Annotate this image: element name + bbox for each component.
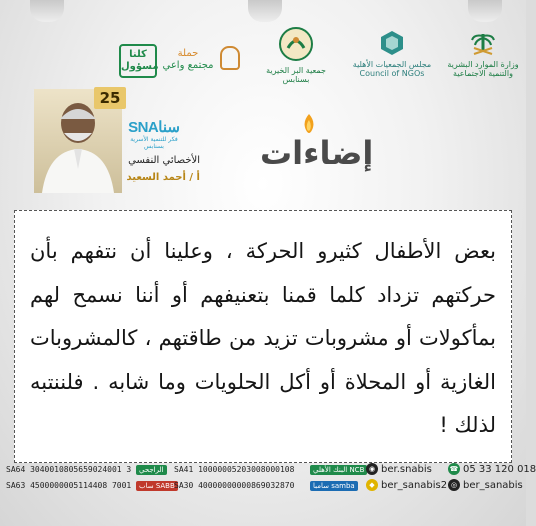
kulna-logo bbox=[119, 44, 157, 78]
speaker-name: أ / أحمد السعيد bbox=[126, 172, 200, 183]
bank-logo: الراجحي bbox=[136, 465, 167, 475]
sna-logo-text: SNAسنا bbox=[128, 119, 180, 136]
speaker-title: الأخصائي النفسي bbox=[128, 155, 200, 166]
bank-account-line: SA63 4500000005114408 7001 bbox=[6, 481, 132, 490]
sna-logo bbox=[122, 118, 186, 152]
ceiling-lamp bbox=[30, 0, 64, 22]
albir-logo bbox=[258, 26, 334, 84]
social-handle[interactable] bbox=[448, 463, 536, 475]
series-title: إضاءات bbox=[260, 134, 374, 172]
instagram-icon: ◎ bbox=[448, 479, 460, 491]
quote-text: بعض الأطفال كثيرو الحركة ، وعلينا أن نتفهم بأن حركتهم تزداد كلما قمنا بتعنيفهم أو أننا نسمح لهم بمأكولات أو مشروبات تزيد من طاقتهم ، كالمشروبات الغازية أو المحلاة أو أكل الحلويات وما شابه . فلننتبه لذلك ! bbox=[30, 239, 496, 437]
bank-logo: البنك الأهلي NCB bbox=[310, 465, 367, 475]
hrsd-caption: وزارة الموارد البشرية والتنمية الاجتماعية bbox=[447, 60, 519, 78]
campaign-block bbox=[160, 48, 216, 72]
footer bbox=[0, 459, 536, 526]
handle-text: ber_sanabis bbox=[463, 480, 523, 491]
handle-text: ber_sanabis2 bbox=[381, 480, 448, 491]
ngo-council-logo bbox=[352, 30, 432, 78]
bank-logo: ساب SABB bbox=[136, 481, 178, 491]
phone-icon: ☎ bbox=[449, 465, 459, 473]
bank-account-line: SA41 10000005203008000108 bbox=[174, 465, 295, 474]
handle-text: ber.snabis bbox=[381, 464, 432, 475]
ceiling-lamp bbox=[248, 0, 282, 22]
albir-caption: جمعية البر الخيرية بسنابس bbox=[266, 66, 326, 84]
ngo-council-emblem-icon bbox=[380, 30, 404, 56]
logo-strip bbox=[0, 24, 526, 86]
hrsd-logo bbox=[444, 30, 522, 78]
social-handle[interactable] bbox=[366, 463, 432, 475]
snapchat-icon: ◆ bbox=[366, 479, 378, 491]
campaign-subtitle: مجتمع واعي bbox=[162, 60, 214, 71]
heart-badge-icon bbox=[220, 46, 240, 70]
bank-account-line: SA64 3040010805659024001 3 bbox=[6, 465, 132, 474]
palm-swords-icon bbox=[470, 30, 496, 56]
globe-icon: ◉ bbox=[366, 463, 378, 475]
bank-account-line: SA30 40000000000869032870 bbox=[174, 481, 295, 490]
bank-logo: سامبا samba bbox=[310, 481, 358, 491]
campaign-title: حملة bbox=[177, 48, 199, 59]
handle-text: 05 33 120 018 bbox=[463, 464, 536, 475]
albir-emblem-icon bbox=[276, 26, 316, 62]
episode-number-badge: 25 bbox=[94, 87, 126, 109]
kulna-text: كلنا مسؤول bbox=[121, 49, 159, 72]
social-handle[interactable] bbox=[448, 479, 523, 491]
ceiling-lamp bbox=[468, 0, 502, 22]
ngo-council-caption: مجلس الجمعيات الأهلية Council of NGOs bbox=[352, 60, 432, 78]
series-mark bbox=[260, 110, 374, 192]
sna-logo-tagline: فكر للتنمية الأسرية بسنابس bbox=[130, 136, 178, 150]
social-handle[interactable] bbox=[366, 479, 447, 491]
